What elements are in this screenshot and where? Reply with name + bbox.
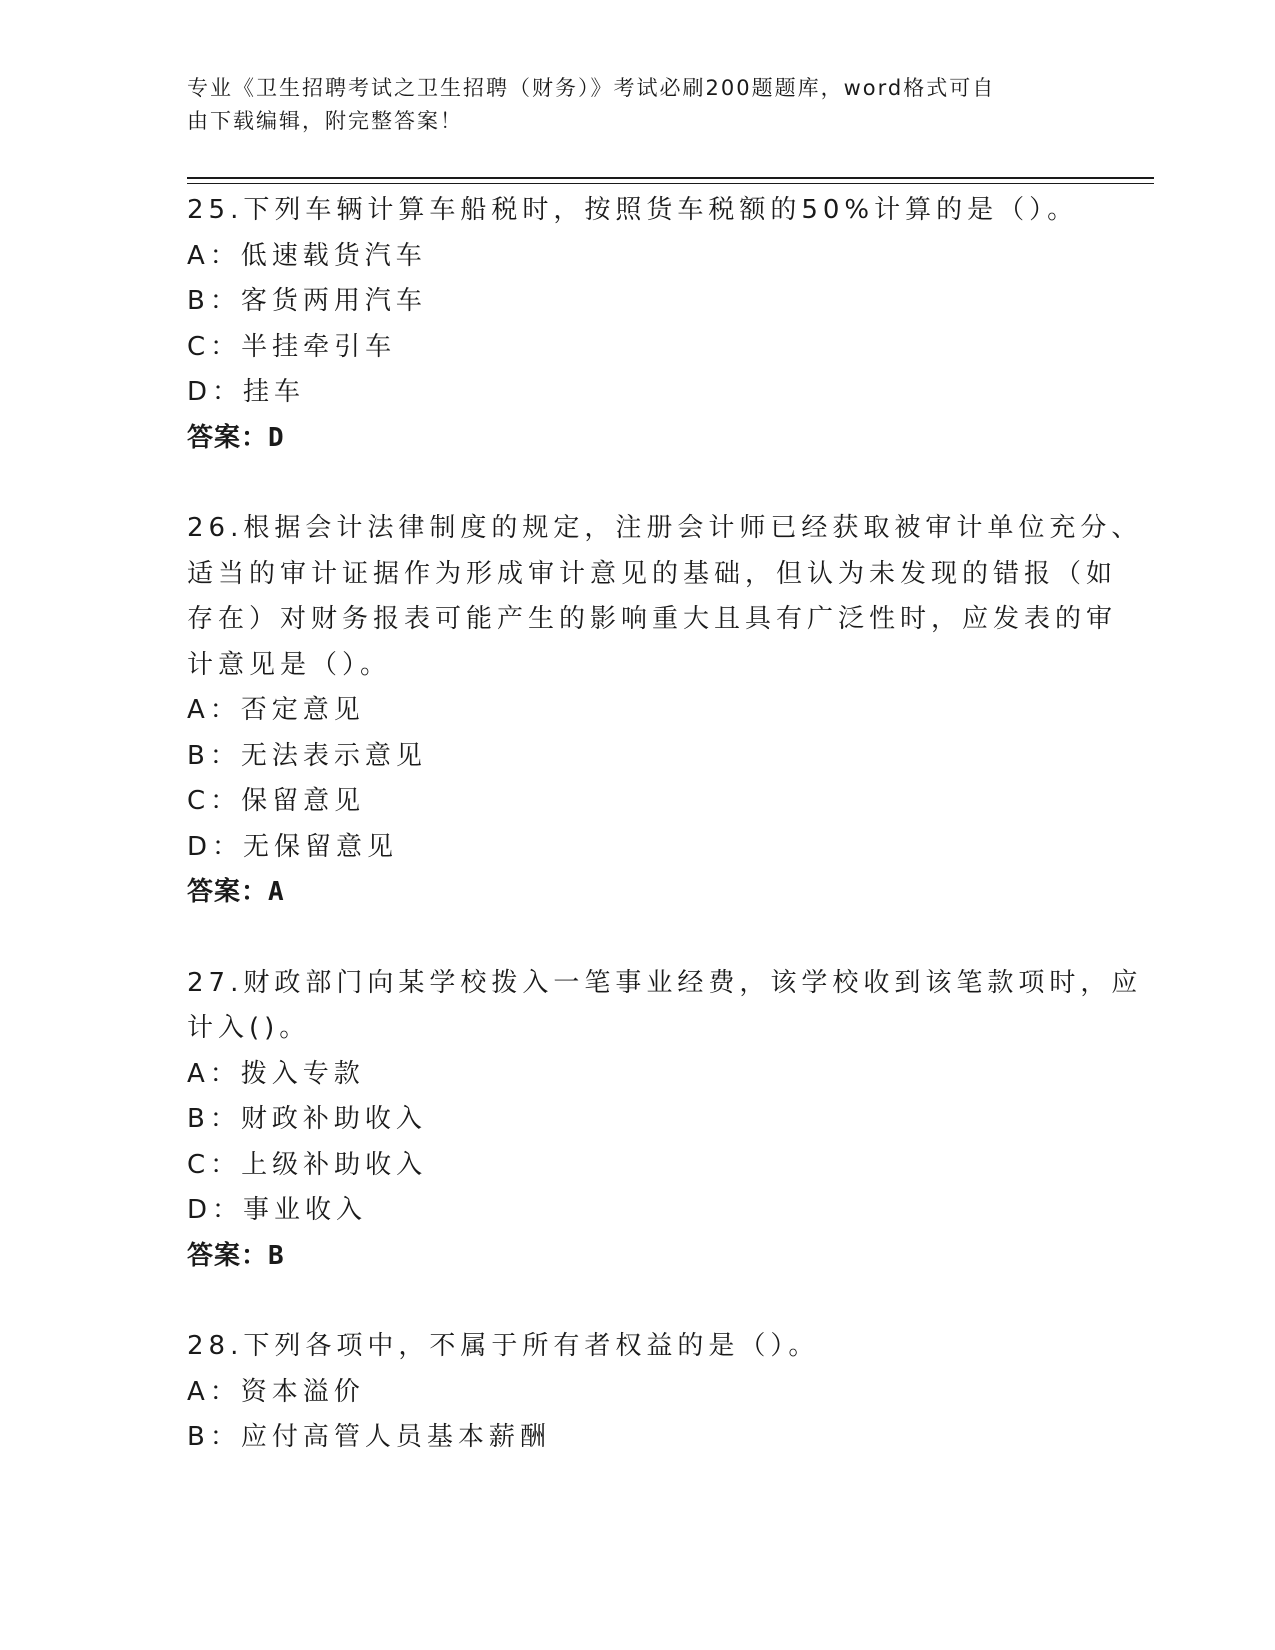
stem-line: 27.财政部门向某学校拨入一笔事业经费，该学校收到该笔款项时，应 [187, 967, 1143, 998]
answer-value: B [268, 1240, 285, 1271]
stem-line: 26.根据会计法律制度的规定，注册会计师已经获取被审计单位充分、 [187, 513, 1143, 543]
stem-line: 适当的审计证据作为形成审计意见的基础，但认为未发现的错报（如 [187, 558, 1118, 589]
stem-line: 25.下列车辆计算车船税时，按照货车税额的50%计算的是（）。 [187, 195, 1079, 225]
option-c: C：保留意见 [187, 786, 366, 816]
option-c: C：半挂牵引车 [187, 331, 397, 362]
stem-line: 28.下列各项中，不属于所有者权益的是（）。 [187, 1331, 820, 1361]
answer-value: D [268, 422, 285, 453]
header-line-1: 专业《卫生招聘考试之卫生招聘（财务）》考试必刷200题题库，word格式可自 [187, 76, 996, 100]
question-list [187, 188, 1143, 1461]
answer [187, 1234, 1087, 1280]
option-d: D：无保留意见 [187, 831, 399, 862]
question-25 [187, 188, 1087, 461]
option-a: A：低速载货汽车 [187, 240, 427, 271]
option-c: C：上级补助收入 [187, 1149, 428, 1180]
question-stem [187, 506, 1143, 688]
option-b: B：应付高管人员基本薪酬 [187, 1422, 551, 1452]
answer-value: A [268, 877, 285, 907]
stem-line: 计入()。 [187, 1013, 311, 1043]
question-stem [187, 188, 1087, 234]
answer-label: 答案： [187, 422, 269, 453]
question-stem [187, 1324, 1087, 1370]
question-26 [187, 506, 1143, 916]
option-d: D：事业收入 [187, 1195, 368, 1225]
document-header [187, 72, 1067, 138]
answer [187, 870, 1087, 916]
option-a: A：资本溢价 [187, 1376, 365, 1407]
option-d: D：挂车 [187, 377, 306, 407]
answer-label: 答案： [187, 877, 269, 907]
option-a: A：拨入专款 [187, 1058, 365, 1089]
question-27 [187, 961, 1143, 1280]
option-b: B：财政补助收入 [187, 1104, 427, 1134]
option-b: B：无法表示意见 [187, 740, 427, 771]
header-line-2: 由下载编辑，附完整答案！ [187, 109, 463, 133]
question-stem [187, 961, 1143, 1052]
header-divider-thin [187, 183, 1154, 184]
answer-label: 答案： [187, 1240, 269, 1271]
stem-line: 存在）对财务报表可能产生的影响重大且具有广泛性时，应发表的审 [187, 604, 1118, 634]
question-28 [187, 1324, 1087, 1461]
stem-line: 计意见是（）。 [187, 649, 392, 680]
answer [187, 416, 1087, 462]
option-b: B：客货两用汽车 [187, 286, 427, 316]
option-a: A：否定意见 [187, 695, 365, 725]
header-divider-thick [187, 177, 1154, 179]
